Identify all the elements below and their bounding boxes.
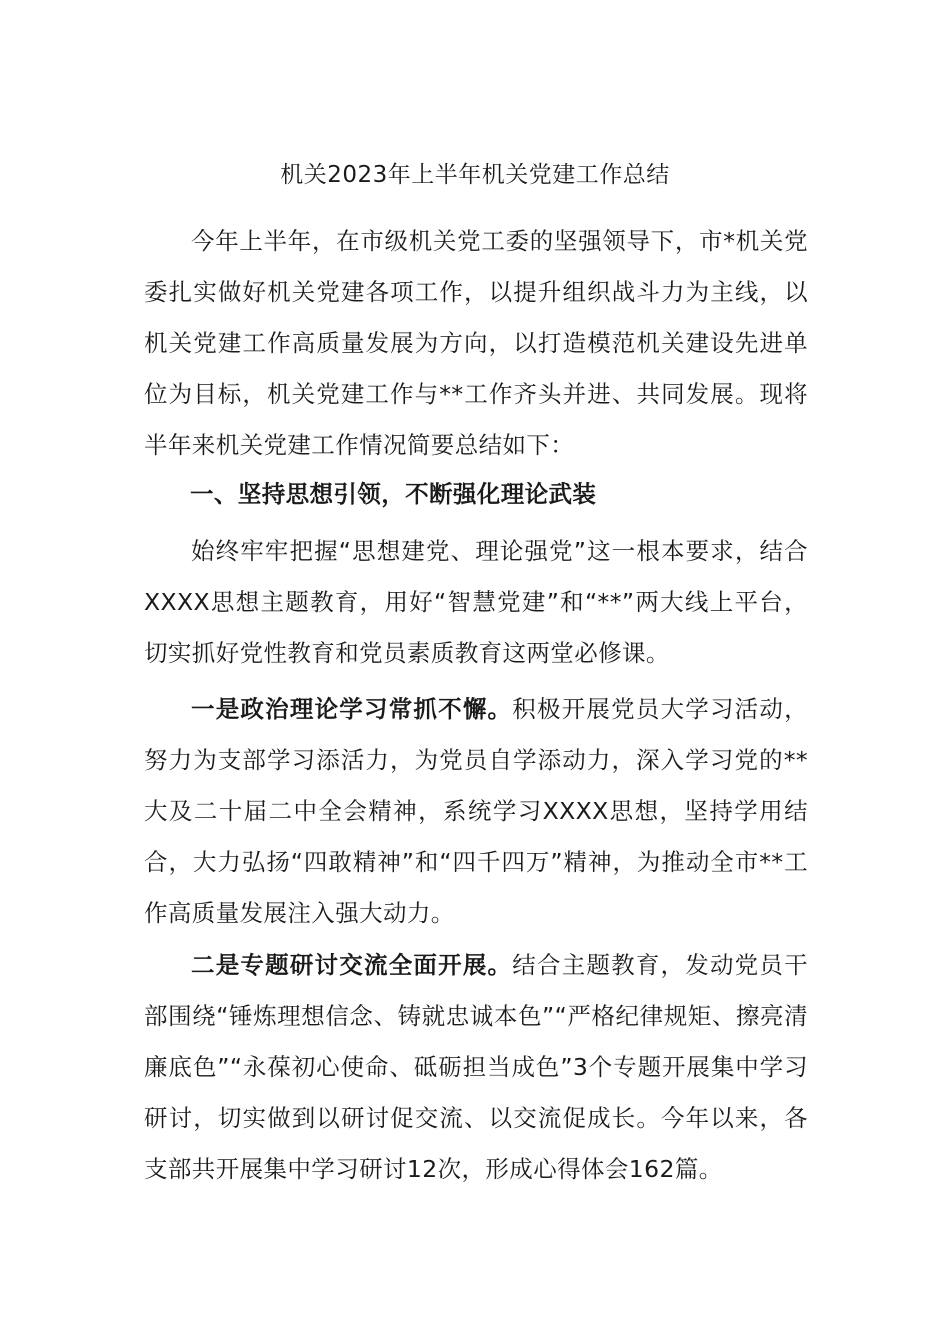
item-2-lead: 二是专题研讨交流全面开展。 bbox=[191, 951, 513, 979]
document-title: 机关2023年上半年机关党建工作总结 bbox=[280, 162, 670, 188]
section-intro-paragraph: 始终牢牢把握“思想建党、理论强党”这一根本要求，结合XXXX思想主题教育，用好“智慧党建”和“**”两大线上平台，切实抓好党性教育和党员素质教育这两堂必修课。 bbox=[144, 537, 808, 667]
item-2-text: 结合主题教育，发动党员干部围绕“锤炼理想信念、铸就忠诚本色”“严格纪律规矩、擦亮清廉底色”“永葆初心使命、砥砺担当成色”3个专题开展集中学习研讨，切实做到以研讨促交流、以交流促成长。今年以来，各支部共开展集中学习研讨12次，形成心得体会162篇。 bbox=[144, 951, 808, 1183]
section-heading: 一、坚持思想引领，不断强化理论武装 bbox=[190, 480, 597, 508]
item-1-text: 积极开展党员大学习活动，努力为支部学习添活力，为党员自学添动力，深入学习党的**大及二十届二中全会精神，系统学习XXXX思想，坚持学用结合，大力弘扬“四敢精神”和“四千四万”精神，为推动全市**工作高质量发展注入强大动力。 bbox=[144, 695, 808, 927]
item-1-lead: 一是政治理论学习常抓不懈。 bbox=[191, 695, 513, 723]
item-paragraph-2 bbox=[144, 940, 808, 1195]
item-paragraph-1 bbox=[144, 684, 808, 939]
intro-paragraph: 今年上半年，在市级机关党工委的坚强领导下，市*机关党委扎实做好机关党建各项工作，以提升组织战斗力为主线，以机关党建工作高质量发展为方向，以打造模范机关建设先进单位为目标，机关党建工作与**工作齐头并进、共同发展。现将半年来机关党建工作情况简要总结如下： bbox=[144, 227, 808, 459]
